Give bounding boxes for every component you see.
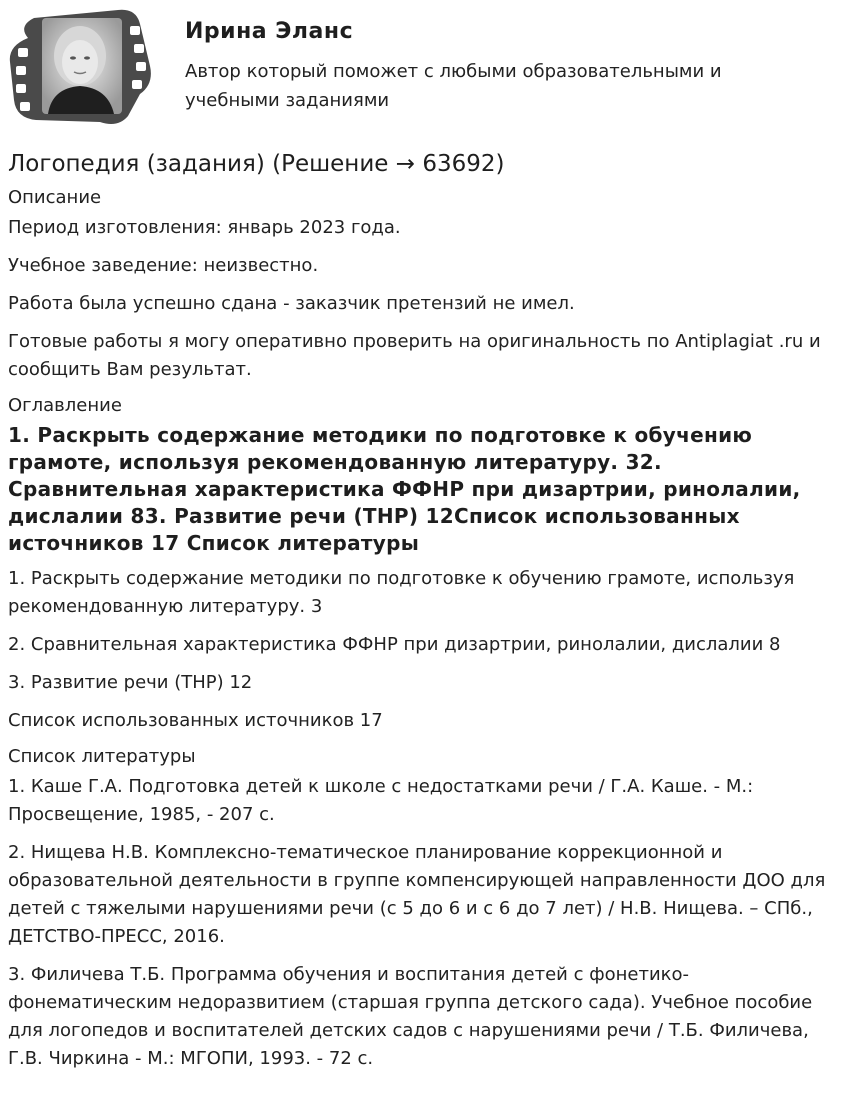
author-description: Автор который поможет с любыми образовательными и учебными заданиями — [185, 61, 722, 111]
literature-label: Список литературы — [8, 746, 196, 767]
description-antiplagiat: Готовые работы я могу оперативно проверить на оригинальность по Antiplagiat .ru и сообщить Вам результат. — [8, 331, 821, 380]
page-title: Логопедия (задания) (Решение → 63692) — [8, 151, 505, 177]
author-header — [8, 8, 838, 126]
toc-item: Список использованных источников 17 — [8, 710, 383, 731]
literature-item: 3. Филичева Т.Б. Программа обучения и воспитания детей с фонетико-фонематическим недоразвитием (старшая группа детского сада). Учебное пособие для логопедов и воспитателей детских садов с нарушениями речи / Т.Б. Филичева, Г.В. Чиркина - М.: МГОПИ, 1993. - 72 с. — [8, 964, 813, 1069]
toc-item: 1. Раскрыть содержание методики по подготовке к обучению грамоте, используя рекомендованную литературу. 3 — [8, 568, 795, 617]
description-status: Работа была успешно сдана - заказчик претензий не имел. — [8, 293, 575, 314]
toc-label: Оглавление — [8, 395, 122, 416]
toc-summary: 1. Раскрыть содержание методики по подготовке к обучению грамоте, используя рекомендованную литературу. 32. Сравнительная характеристика ФФНР при дизартрии, ринолалии, дислалии 83. Развитие речи (ТНР) 12Список использованных источников 17 Список литературы — [8, 423, 801, 555]
description-institution: Учебное заведение: неизвестно. — [8, 255, 319, 276]
description-period: Период изготовления: январь 2023 года. — [8, 217, 401, 238]
work-content — [8, 148, 840, 1083]
film-strip-avatar-icon — [8, 8, 154, 126]
literature-item: 1. Каше Г.А. Подготовка детей к школе с недостатками речи / Г.А. Каше. - М.: Просвещение, 1985, - 207 с. — [8, 776, 754, 825]
toc-item: 3. Развитие речи (ТНР) 12 — [8, 672, 253, 693]
literature-item: 2. Нищева Н.В. Комплексно-тематическое планирование коррекционной и образовательной деятельности в группе компенсирующей направленности ДОО для детей с тяжелыми нарушениями речи (с 5 до 6 и с 6 до 7 лет) / Н.В. Нищева. – СПб., ДЕТСТВО-ПРЕСС, 2016. — [8, 842, 826, 947]
toc-item: 2. Сравнительная характеристика ФФНР при дизартрии, ринолалии, дислалии 8 — [8, 634, 781, 655]
author-name: Ирина Эланс — [185, 19, 354, 44]
author-avatar — [8, 8, 154, 126]
description-label: Описание — [8, 187, 102, 208]
